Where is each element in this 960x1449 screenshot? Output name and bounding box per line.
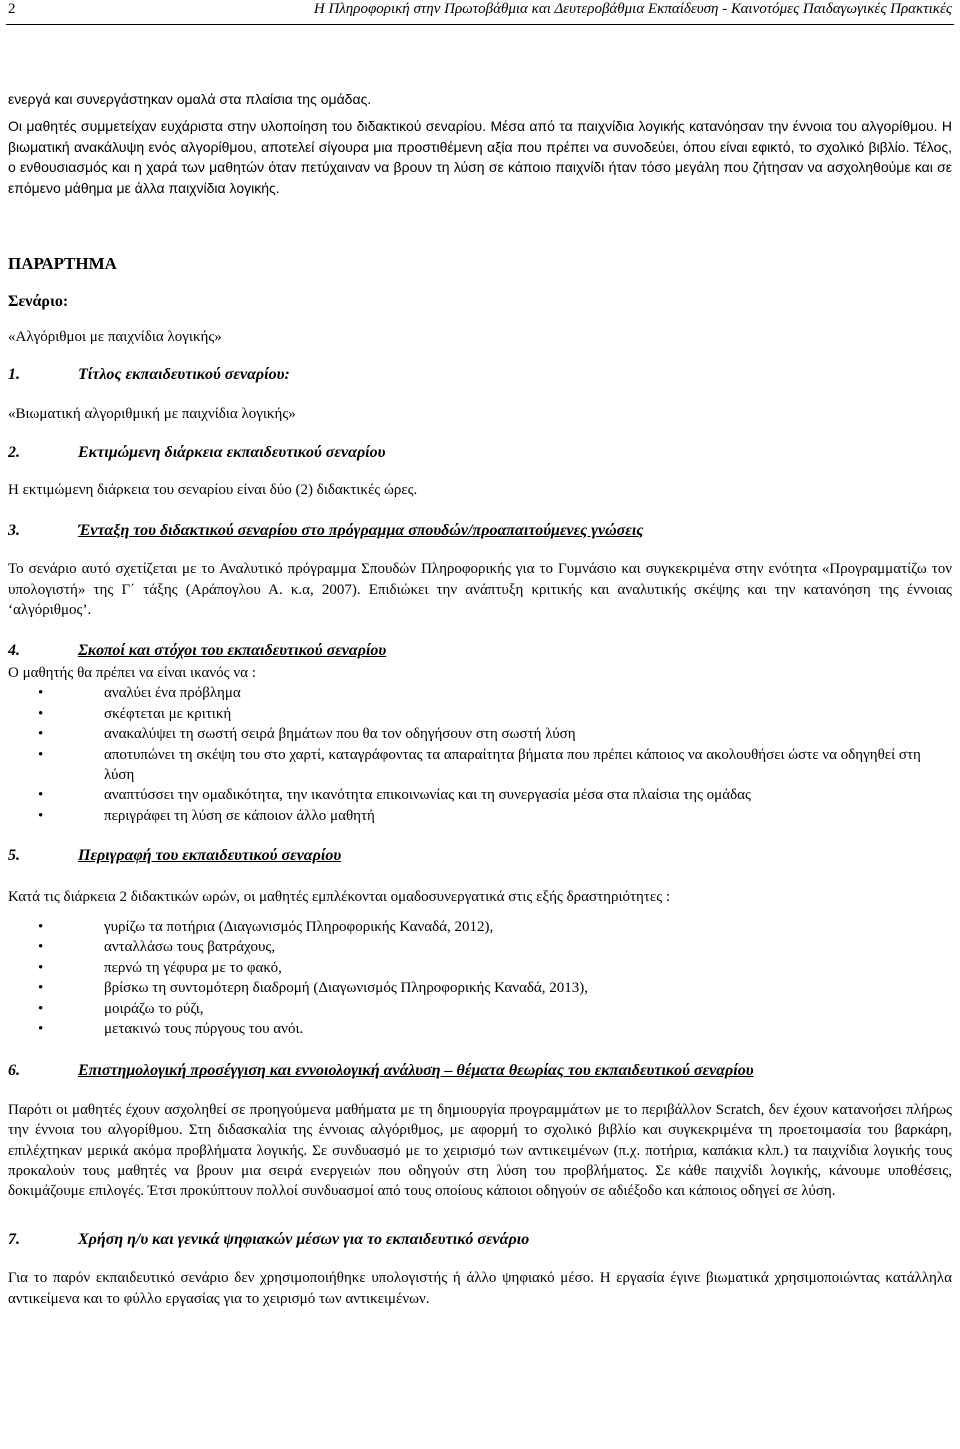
section-title: Ένταξη του διδακτικού σεναρίου στο πρόγραμμα σπουδών/προαπαιτούμενες γνώσεις — [78, 521, 644, 539]
section-2-heading — [8, 443, 952, 463]
section-title: Περιγραφή του εκπαιδευτικού σεναρίου — [78, 847, 342, 865]
list-item: • αναλύει ένα πρόβλημα — [8, 683, 952, 703]
section-title: Σκοποί και στόχοι του εκπαιδευτικού σεναρίου — [78, 641, 387, 659]
section-number: 2. — [8, 444, 20, 462]
list-item: • αναπτύσσει την ομαδικότητα, την ικανότητα επικοινωνίας και τη συνεργασία μέσα στα πλαίσια της ομάδας — [8, 785, 952, 805]
section-3-heading — [8, 521, 952, 541]
appendix-heading: ΠΑΡΑΡΤΗΜΑ — [8, 254, 117, 274]
section-7-body: Για το παρόν εκπαιδευτικό σενάριο δεν χρησιμοποιήθηκε υπολογιστής ή άλλο ψηφιακό μέσο. Η εργασία έγινε βιωματικά χρησιμοποιώντας κατάλληλα αντικείμενα και το φύλλο εργασίας για το χειρισμό των αντικειμένων. — [8, 1270, 952, 1307]
section-2-body: Η εκτιμώμενη διάρκεια του σεναρίου είναι δύο (2) διδακτικές ώρες. — [8, 482, 418, 499]
list-item: • μετακινώ τους πύργους του ανόι. — [8, 1019, 952, 1039]
objectives-list — [8, 683, 952, 826]
section-6-body: Παρότι οι μαθητές έχουν ασχοληθεί σε προηγούμενα μαθήματα με τη δημιουργία προγραμμάτων με το περιβάλλον Scratch, δεν έχουν κατανοήσει πλήρως την έννοια του αλγορίθμου. Στη διδασκαλία της έννοιας αλγόριθμος, με αφορμή το σχολικό βιβλίο και συγκεκριμένα τη προετοιμασία του βαρκάρη, επιλέχτηκαν μερικά ακόμα προβλήματα λογικής. Σε συνδυασμό με το χειρισμό των αντικειμένων (π.χ. ποτήρια, καπάκια κλπ.) τα παιχνίδια λογικής τους προκαλούν τους μαθητές να βρουν μια σειρά ενεργειών που οδηγούν στη λύση του προβλήματος. Σε κάθε παιχνίδι λογικής, κάνουμε υποθέσεις, δοκιμάζουμε επιλογές. Έτσι προκύπτουν πολλοί συνδυασμοί από τους οποίους κάποιοι οδηγούν σε αδιέξοδο και κάποιος οδηγεί σε λύση. — [8, 1101, 952, 1200]
scenario-title: «Αλγόριθμοι με παιχνίδια λογικής» — [8, 328, 222, 345]
section-number: 5. — [8, 847, 20, 865]
section-number: 1. — [8, 366, 20, 384]
section-5-heading — [8, 846, 952, 866]
scenario-label: Σενάριο: — [8, 293, 69, 311]
list-item: • ανταλλάσω τους βατράχους, — [8, 937, 952, 957]
document-body — [8, 89, 952, 1309]
section-1-heading — [8, 365, 952, 385]
section-title: Χρήση η/υ και γενικά ψηφιακών μέσων για το εκπαιδευτικό σενάριο — [78, 1230, 530, 1248]
page-number: 2 — [8, 1, 16, 17]
list-item: • σκέφτεται με κριτική — [8, 704, 952, 724]
page-header — [6, 0, 954, 25]
section-title: Εκτιμώμενη διάρκεια εκπαιδευτικού σεναρίου — [78, 444, 386, 462]
list-item: • μοιράζω το ρύζι, — [8, 999, 952, 1019]
section-4-heading — [8, 641, 952, 661]
section-6-heading — [8, 1061, 952, 1081]
section-4-intro: Ο μαθητής θα πρέπει να είναι ικανός να : — [8, 664, 256, 681]
section-title: Επιστημολογική προσέγγιση και εννοιολογική ανάλυση – θέματα θεωρίας του εκπαιδευτικού σεναρίου — [78, 1062, 754, 1080]
section-1-body: «Βιωματική αλγοριθμική με παιχνίδια λογικής» — [8, 405, 296, 422]
section-number: 6. — [8, 1062, 20, 1080]
activities-list — [8, 917, 952, 1039]
section-number: 3. — [8, 521, 20, 539]
list-item: • γυρίζω τα ποτήρια (Διαγωνισμός Πληροφορικής Καναδά, 2012), — [8, 917, 952, 937]
list-item: • αποτυπώνει τη σκέψη του στο χαρτί, καταγράφοντας τα απαραίτητα βήματα που πρέπει κάποιος να ακολουθήσει ώστε να οδηγηθεί στη λύση — [8, 745, 952, 786]
section-title: Τίτλος εκπαιδευτικού σεναρίου: — [78, 366, 290, 384]
section-3-body: Το σενάριο αυτό σχετίζεται με το Αναλυτικό πρόγραμμα Σπουδών Πληροφορικής για το Γυμνάσιο και συγκεκριμένα στην ενότητα «Προγραμματίζω τον υπολογιστή» της Γ΄ τάξης (Αράπογλου Α. κ.α, 2007). Επιδιώκει την ανάπτυξη κριτικής και αναλυτικής σκέψης και την κατανόηση της έννοιας ‘αλγόριθμος’. — [8, 561, 952, 619]
section-number: 7. — [8, 1230, 20, 1248]
section-5-intro: Κατά τις διάρκεια 2 διδακτικών ωρών, οι μαθητές εμπλέκονται ομαδοσυνεργατικά στις εξής δραστηριότητες : — [8, 888, 671, 905]
list-item: • ανακαλύψει τη σωστή σειρά βημάτων που θα τον οδηγήσουν στη σωστή λύση — [8, 724, 952, 744]
running-title: Η Πληροφορική στην Πρωτοβάθμια και Δευτεροβάθμια Εκπαίδευση - Καινοτόμες Παιδαγωγικές Πρακτικές — [313, 1, 952, 17]
intro-paragraph-2: Οι μαθητές συμμετείχαν ευχάριστα στην υλοποίηση του διδακτικού σεναρίου. Μέσα από τα παιχνίδια λογικής κατανόησαν την έννοια του αλγορίθμου. Η βιωματική ανακάλυψη ενός αλγορίθμου, αποτελεί σίγουρα μια προστιθέμενη αξία που πρέπει να συνοδεύει, όπου είναι εφικτό, το σχολικό βιβλίο. Τέλος, ο ενθουσιασμός και η χαρά των μαθητών όταν πετύχαιναν να βρουν τη λύση σε κάποιο παιχνίδι ήταν τόσο μεγάλη που ζήτησαν να ασχοληθούμε και σε επόμενο μάθημα με άλλα παιχνίδια λογικής. — [8, 118, 952, 196]
section-number: 4. — [8, 641, 20, 659]
section-7-heading — [8, 1230, 952, 1250]
list-item: • περνώ τη γέφυρα με το φακό, — [8, 958, 952, 978]
list-item: • βρίσκω τη συντομότερη διαδρομή (Διαγωνισμός Πληροφορικής Καναδά, 2013), — [8, 978, 952, 998]
list-item: • περιγράφει τη λύση σε κάποιον άλλο μαθητή — [8, 806, 952, 826]
intro-paragraph-1: ενεργά και συνεργάστηκαν ομαλά στα πλαίσια της ομάδας. — [8, 91, 372, 107]
